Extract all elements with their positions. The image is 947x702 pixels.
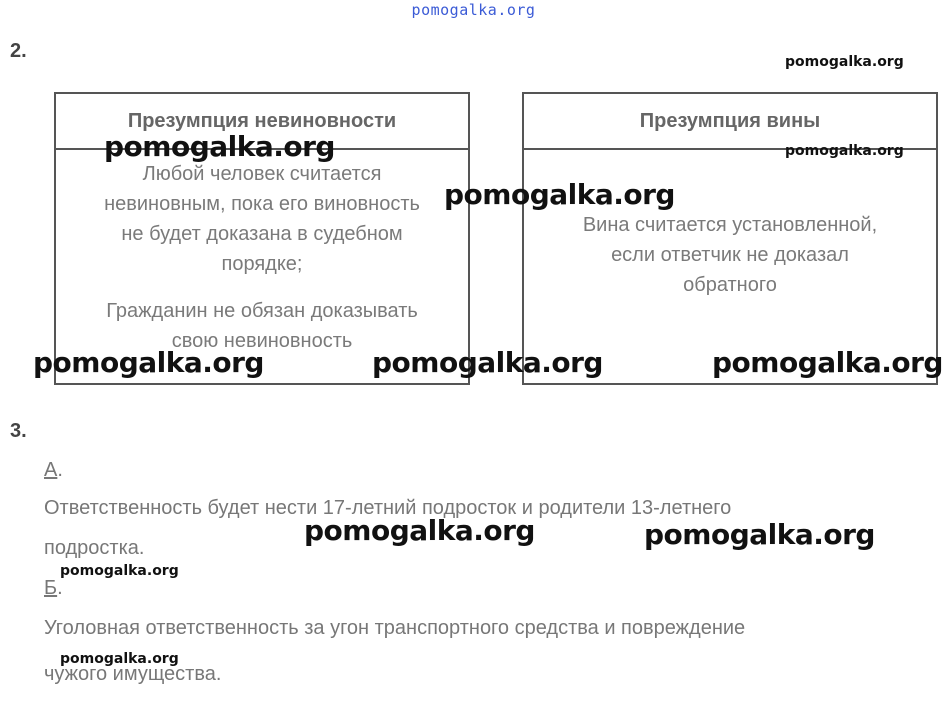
innocence-line: порядке; xyxy=(221,253,303,275)
watermark-large: pomogalka.org xyxy=(644,518,875,551)
question-2-number: 2. xyxy=(10,40,27,62)
watermark-large: pomogalka.org xyxy=(712,346,943,379)
presumption-innocence-title: Презумпция невиновности xyxy=(56,94,468,150)
guilt-line: обратного xyxy=(683,274,777,296)
answer-a-letter: А xyxy=(44,459,58,481)
presumption-guilt-box xyxy=(522,92,938,385)
answer-b-label xyxy=(44,577,63,600)
answer-a-dot: . xyxy=(57,459,63,481)
watermark-large: pomogalka.org xyxy=(33,346,264,379)
answer-b-text-line: Уголовная ответственность за угон транспортного средства и повреждение xyxy=(44,617,746,639)
guilt-definition xyxy=(524,210,936,300)
guilt-line: если ответчик не доказал xyxy=(611,244,849,266)
watermark-small: pomogalka.org xyxy=(60,563,179,579)
watermark-large: pomogalka.org xyxy=(444,178,675,211)
innocence-line: не будет доказана в судебном xyxy=(121,223,403,245)
watermark-large: pomogalka.org xyxy=(304,514,535,547)
presumption-guilt-title: Презумпция вины xyxy=(524,94,936,150)
innocence-definition xyxy=(56,159,468,279)
watermark-small: pomogalka.org xyxy=(60,651,179,667)
watermark-large: pomogalka.org xyxy=(372,346,603,379)
innocence-line: невиновным, пока его виновность xyxy=(104,193,420,215)
answer-b-text-line: чужого имущества. xyxy=(44,663,222,685)
watermark-large: pomogalka.org xyxy=(104,130,335,163)
top-watermark: pomogalka.org xyxy=(411,1,536,19)
question-3-number: 3. xyxy=(10,420,27,442)
guilt-line: Вина считается установленной, xyxy=(582,214,878,236)
innocence-line: Гражданин не обязан доказывать xyxy=(106,300,418,322)
answer-a-text-line: подростка. xyxy=(44,537,145,559)
watermark-small: pomogalka.org xyxy=(785,54,904,70)
answer-a-label xyxy=(44,459,63,482)
answer-b-letter: Б xyxy=(44,577,58,599)
innocence-line: Любой человек считается xyxy=(142,163,382,185)
innocence-line: свою невиновность xyxy=(171,330,353,352)
answer-b-dot: . xyxy=(57,577,63,599)
watermark-small: pomogalka.org xyxy=(785,143,904,159)
answer-a-text-line: Ответственность будет нести 17-летний подросток и родители 13-летнего xyxy=(44,497,732,519)
